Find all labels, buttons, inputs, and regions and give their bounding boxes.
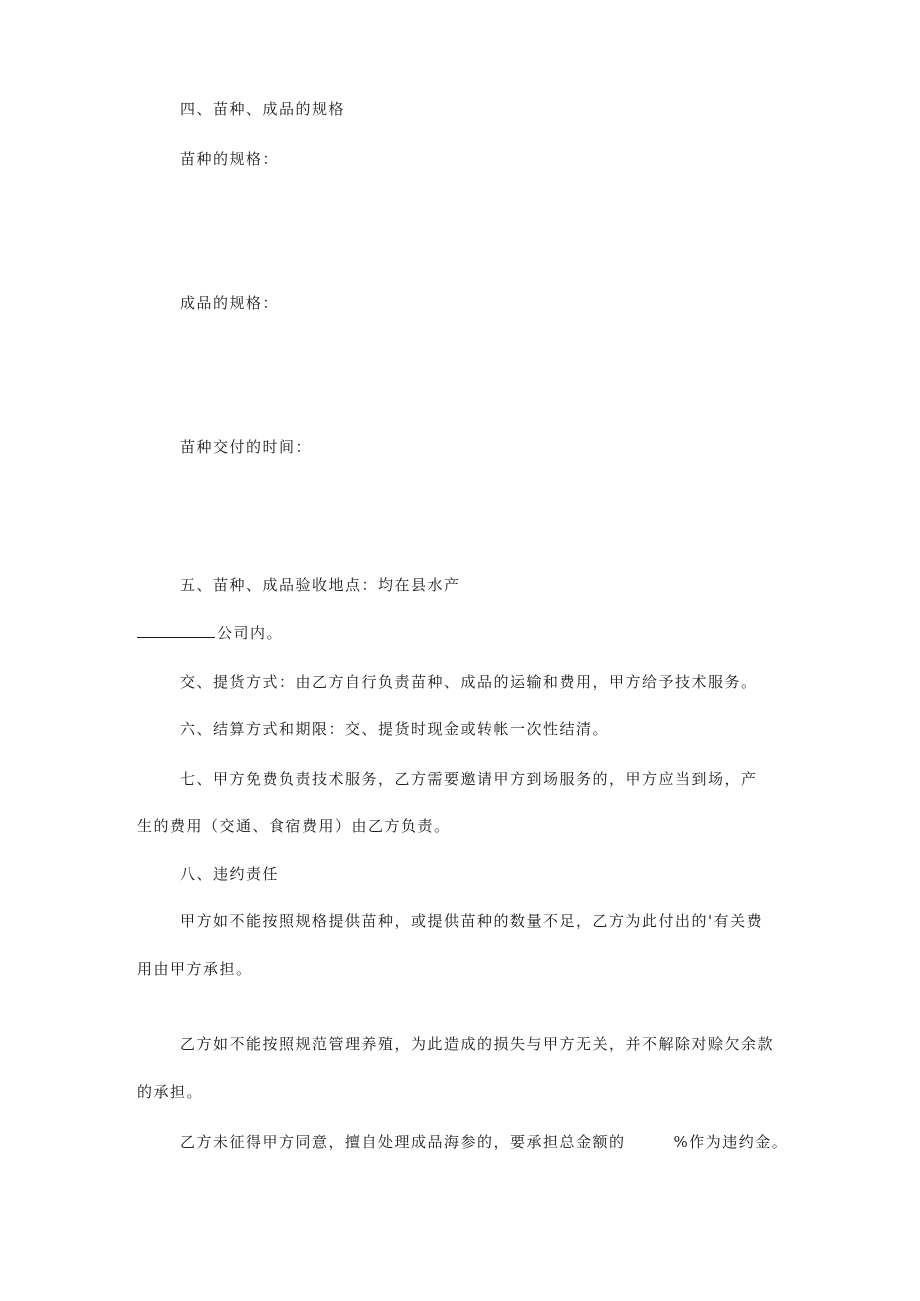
seed-spec-label: 苗种的规格： xyxy=(180,150,280,168)
section-4-title: 四、苗种、成品的规格 xyxy=(180,100,346,118)
penalty-clause xyxy=(180,1132,788,1152)
section-7-line-1: 七、甲方免费负责技术服务，乙方需要邀请甲方到场服务的，甲方应当到场，产 xyxy=(180,770,758,788)
fill-in-blank-company xyxy=(137,623,215,638)
seed-delivery-time-label: 苗种交付的时间： xyxy=(180,438,313,456)
party-a-clause-line-2: 用由甲方承担。 xyxy=(137,960,253,978)
penalty-clause-prefix: 乙方未征得甲方同意，擅自处理成品海参的，要承担总金额的 xyxy=(180,1133,626,1151)
section-5-line-2-text: 公司内。 xyxy=(217,624,284,642)
product-spec-label: 成品的规格： xyxy=(180,294,280,312)
penalty-clause-suffix: %作为违约金。 xyxy=(673,1133,789,1151)
delivery-method: 交、提货方式：由乙方自行负责苗种、成品的运输和费用，甲方给予技术服务。 xyxy=(180,673,758,691)
party-b-clause-line-2: 的承担。 xyxy=(137,1083,204,1101)
section-6: 六、结算方式和期限：交、提货时现金或转帐一次性结清。 xyxy=(180,720,610,738)
section-7-line-2: 生的费用（交通、食宿费用）由乙方负责。 xyxy=(137,817,451,835)
section-5-line-1: 五、苗种、成品验收地点：均在县水产 xyxy=(180,576,461,594)
party-b-clause-line-1: 乙方如不能按照规范管理养殖，为此造成的损失与甲方无关，并不解除对赊欠余款 xyxy=(180,1035,775,1053)
section-8-title: 八、违约责任 xyxy=(180,865,280,883)
section-5-line-2 xyxy=(137,623,283,643)
party-a-clause-line-1: 甲方如不能按照规格提供苗种，或提供苗种的数量不足，乙方为此付出的'有关费 xyxy=(180,912,764,930)
